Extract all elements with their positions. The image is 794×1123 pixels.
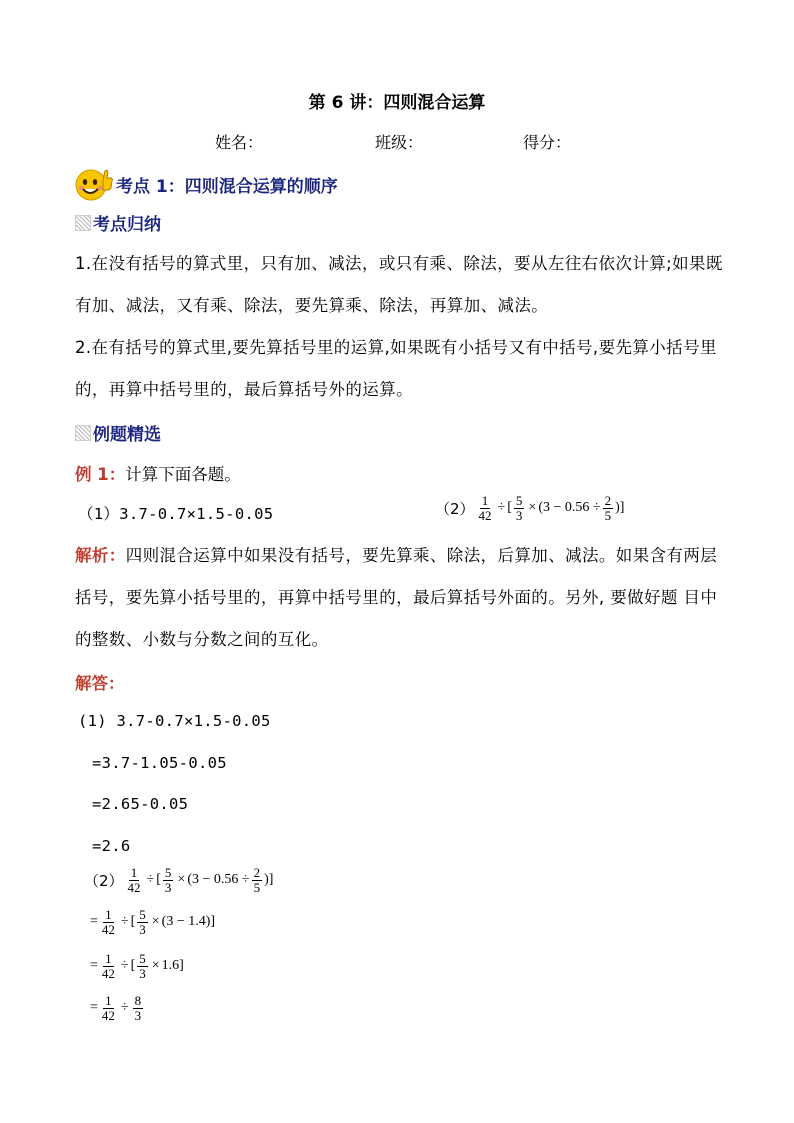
question-1: （1）3.7-0.7×1.5-0.05 xyxy=(78,505,274,523)
smiley-thumbs-up-icon xyxy=(74,166,114,202)
answer-2-line-3: = $\frac{1}{42}$ ÷ [ $\frac{5}{3}$ × 1.6] xyxy=(90,951,184,981)
example-1-label: 例 1： xyxy=(75,465,126,484)
examples-heading-text: 例题精选 xyxy=(93,425,161,445)
hatch-bullet-icon xyxy=(75,215,91,231)
example-1-text: 计算下面各题。 xyxy=(125,465,241,484)
answer-label: 解答： xyxy=(75,674,125,693)
name-label: 姓名： xyxy=(215,133,264,152)
score-label: 得分： xyxy=(523,133,572,152)
answer-1-line-3: =2.65-0.05 xyxy=(92,795,189,813)
summary-heading-text: 考点归纳 xyxy=(93,215,161,235)
examples-heading xyxy=(75,420,161,445)
question-2 xyxy=(435,494,624,522)
answer-2-line-2: = $\frac{1}{42}$ ÷ [ $\frac{5}{3}$ × (3 − 1.4)] xyxy=(90,907,216,937)
summary-paragraph-1: 1.在没有括号的算式里，只有加、减法，或只有乘、除法，要从左往右依次计算;如果既有加、减法，又有乘、除法，要先算乘、除法，再算加、减法。 xyxy=(75,254,723,315)
analysis-label: 解析： xyxy=(75,546,126,565)
class-label: 班级： xyxy=(375,133,424,152)
answer-1-line-2: =3.7-1.05-0.05 xyxy=(92,754,227,772)
answer-2-line-1: （2） $\frac{1}{42}$ ÷ [ $\frac{5}{3}$ × (3 − 0.56 ÷ $\frac{2}{5}$ )] xyxy=(84,865,274,895)
analysis-paragraph xyxy=(75,535,725,661)
summary-heading xyxy=(75,210,161,235)
answer-1-line-4: =2.6 xyxy=(92,837,131,855)
page-title: 第 6 讲：四则混合运算 xyxy=(308,93,486,113)
example-1 xyxy=(75,461,241,485)
analysis-text: 四则混合运算中如果没有括号，要先算乘、除法，后算加、减法。如果含有两层括号，要先算小括号里的，再算中括号里的，最后算括号外面的。另外, 要做好题 目中的整数、小数与分数之间的互化。 xyxy=(75,546,718,649)
answer-1-line-1: (1) 3.7-0.7×1.5-0.05 xyxy=(78,712,271,730)
question-2-label: （2） xyxy=(435,499,475,518)
hatch-bullet-icon xyxy=(75,425,91,441)
answer-2-label: （2） xyxy=(84,871,124,890)
question-2-expression: $\frac{1}{42}$ ÷ [ $\frac{5}{3}$ × (3 − 0.56 ÷ $\frac{2}{5}$ )] xyxy=(478,493,625,523)
summary-paragraph-2: 2.在有括号的算式里,要先算括号里的运算,如果既有小括号又有中括号,要先算小括号里的，再算中括号里的，最后算括号外的运算。 xyxy=(75,338,717,399)
section-heading xyxy=(74,166,338,202)
answer-2-line-4: = $\frac{1}{42}$ ÷ $\frac{8}{3}$ xyxy=(90,993,142,1023)
section-title: 考点 1：四则混合运算的顺序 xyxy=(116,176,338,197)
